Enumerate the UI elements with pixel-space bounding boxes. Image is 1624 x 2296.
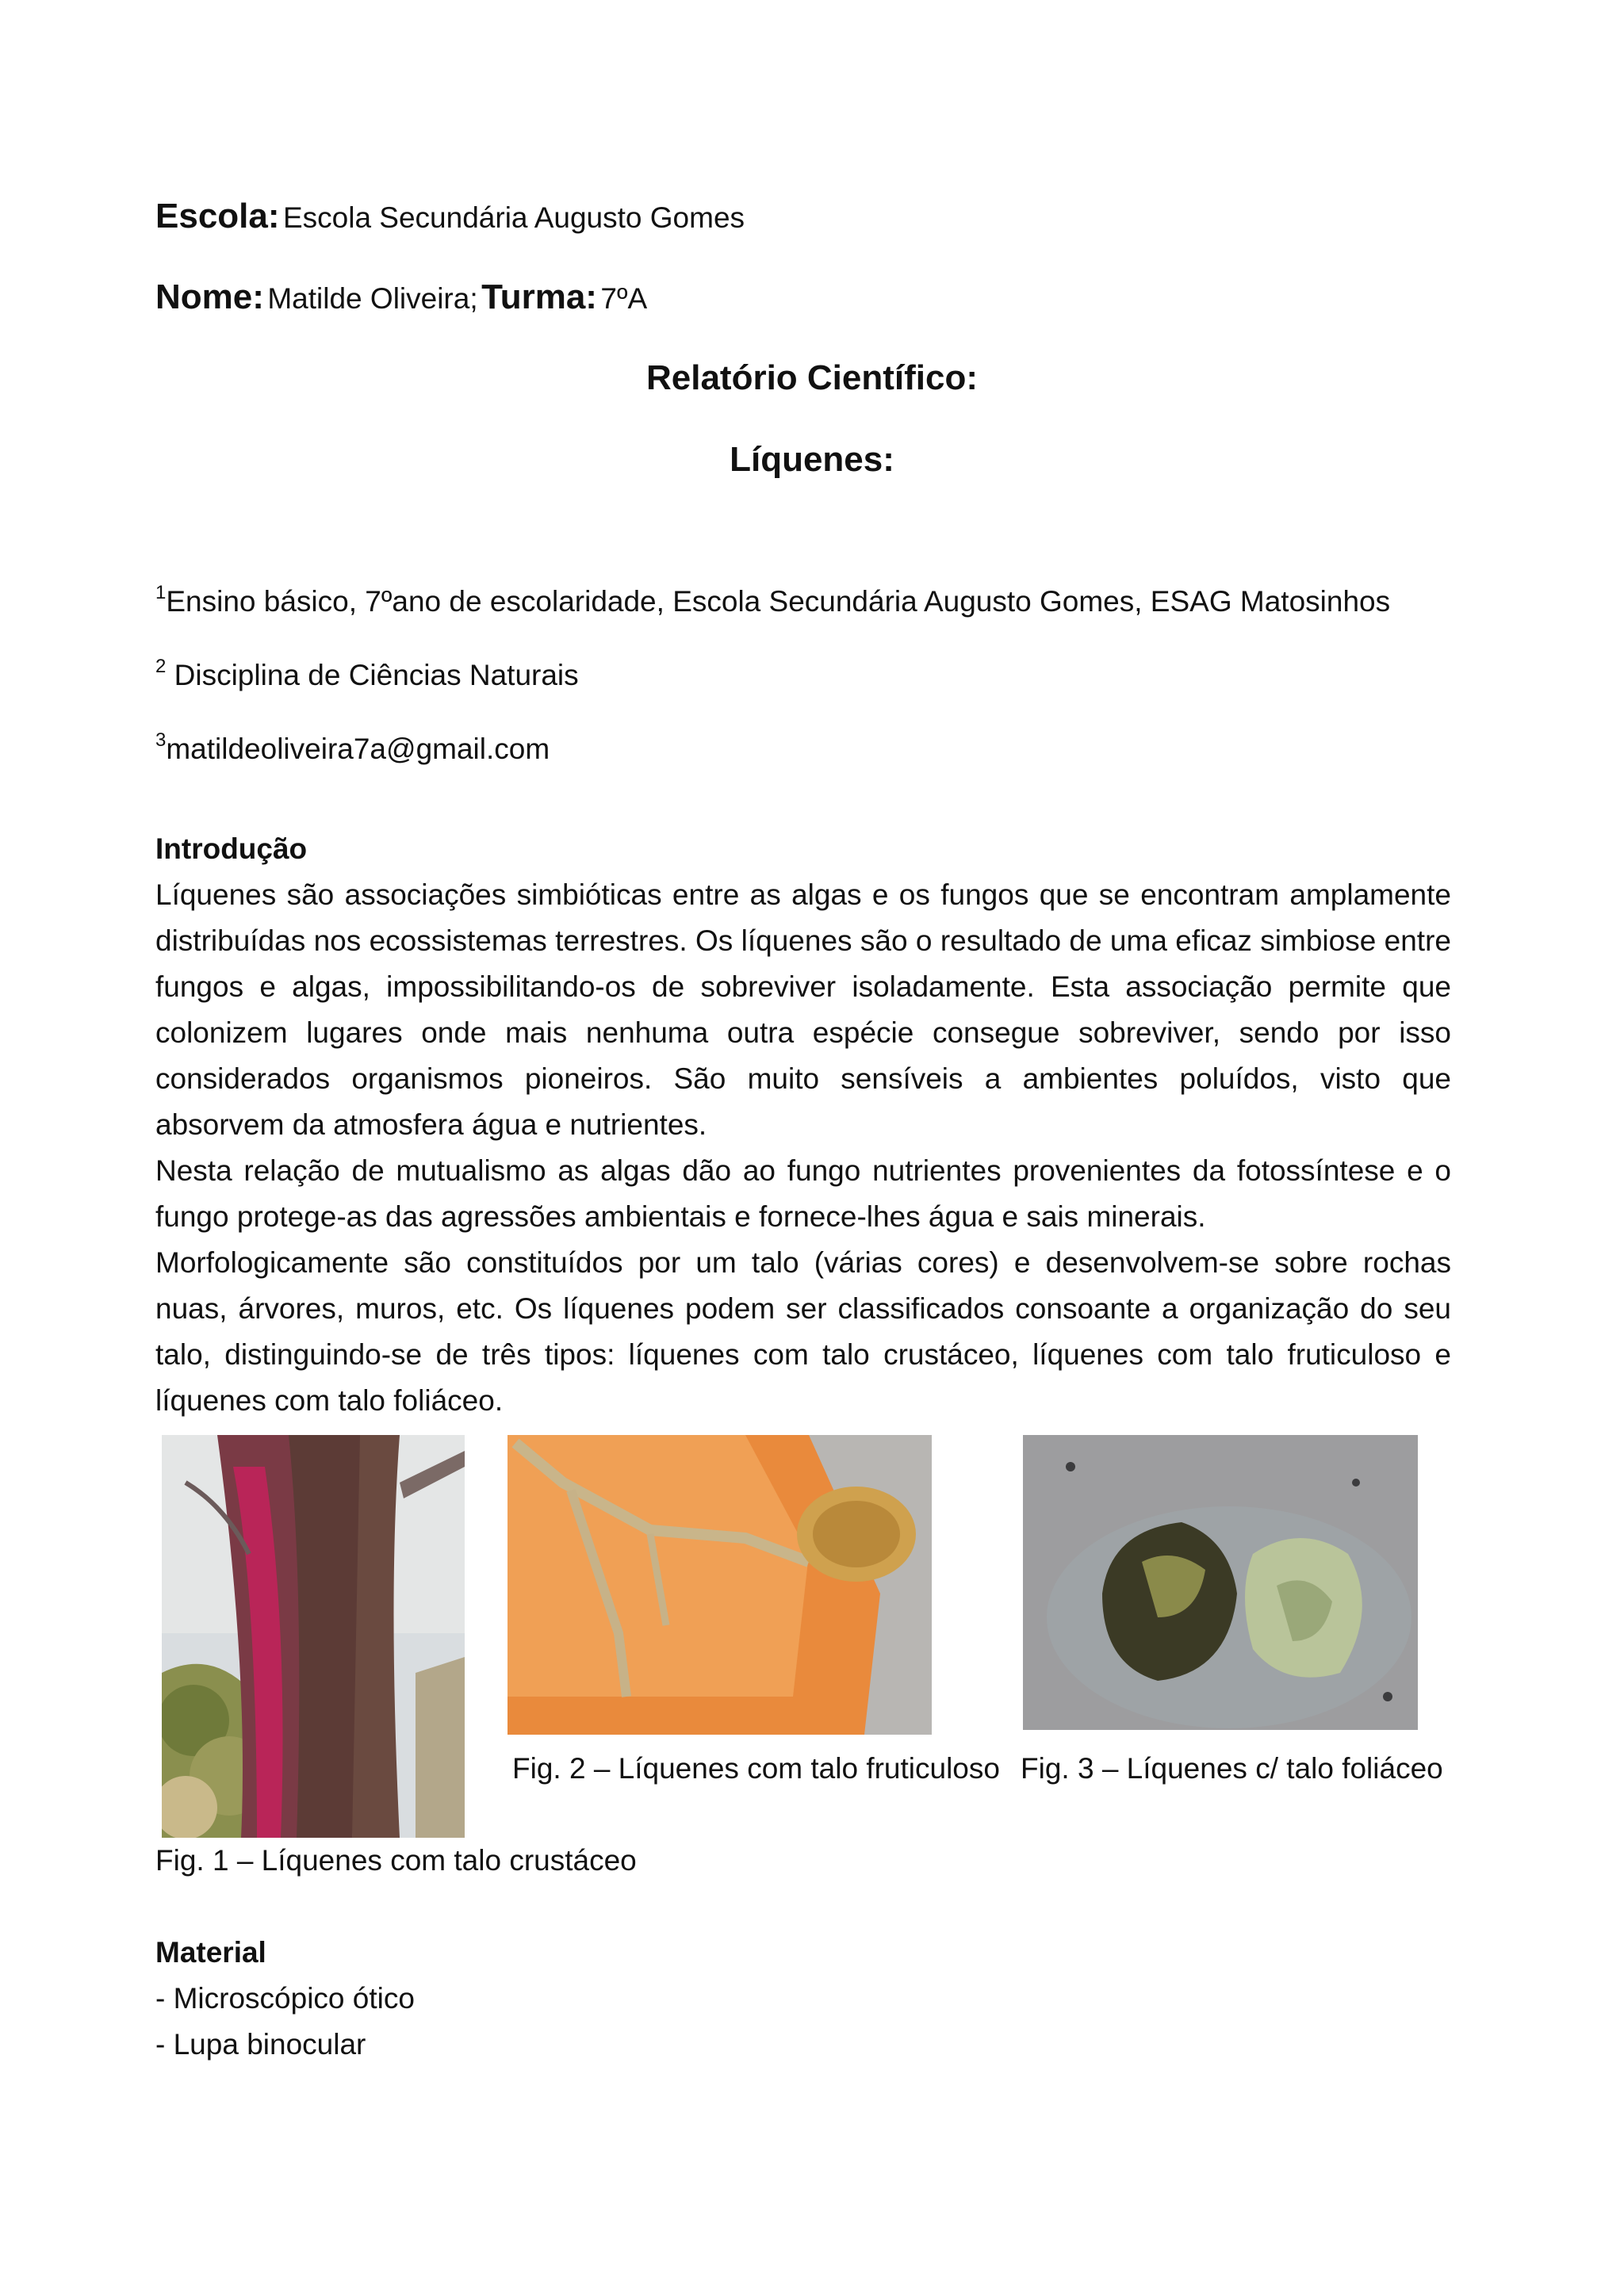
affiliation-2	[155, 656, 579, 692]
school-value: Escola Secundária Augusto Gomes	[282, 201, 745, 234]
report-title: Relatório Científico:	[645, 358, 979, 397]
material-item: - Lupa binocular	[155, 2028, 366, 2061]
figure-1-photo	[162, 1435, 465, 1838]
figure-2-photo	[508, 1435, 932, 1735]
figure-2-caption: Fig. 2 – Líquenes com talo fruticuloso	[512, 1752, 1000, 1785]
figure-3-photo	[1023, 1435, 1418, 1730]
school-line	[155, 197, 745, 236]
name-label: Nome:	[155, 277, 264, 316]
introduction-paragraph: Líquenes são associações simbióticas entre as algas e os fungos que se encontram amplamente distribuídas nos ecossistemas terrestres. Os líquenes são o resultado de uma eficaz simbiose entre fungos e algas, impossibilitando-os de sobreviver isoladamente. Esta associação permite que colonizem lugares onde mais nenhuma outra espécie consegue sobreviver, sendo por isso considerados organismos pioneiros. São muito sensíveis a ambientes poluídos, visto que absorvem da atmosfera água e nutrientes.	[155, 878, 1451, 1141]
introduction-paragraph: Morfologicamente são constituídos por um talo (várias cores) e desenvolvem-se sobre rochas nuas, árvores, muros, etc. Os líquenes podem ser classificados consoante a organização do seu talo, distinguindo-se de três tipos: líquenes com talo crustáceo, líquenes com talo fruticuloso e líquenes com talo foliáceo.	[155, 1246, 1451, 1417]
material-heading: Material	[155, 1936, 266, 1969]
class-label: Turma:	[481, 277, 597, 316]
introduction-body	[155, 872, 1451, 1424]
affiliation-3-email[interactable]: matildeoliveira7a@gmail.com	[166, 733, 550, 765]
report-subject-title: Líquenes:	[730, 440, 894, 479]
introduction-paragraph: Nesta relação de mutualismo as algas dão ao fungo nutrientes provenientes da fotossíntese e o fungo protege-as das agressões ambientais e fornece-lhes água e sais minerais.	[155, 1154, 1451, 1233]
affiliation-1	[155, 582, 1391, 618]
affiliation-2-number: 2	[155, 656, 167, 677]
introduction-heading: Introdução	[155, 832, 308, 865]
name-line	[155, 277, 647, 317]
figure-3-caption: Fig. 3 – Líquenes c/ talo foliáceo	[1021, 1752, 1443, 1785]
school-label: Escola:	[155, 197, 280, 235]
material-item: - Microscópico ótico	[155, 1982, 415, 2015]
name-value: Matilde Oliveira;	[267, 282, 478, 315]
affiliation-2-text: Disciplina de Ciências Naturais	[166, 659, 579, 691]
figure-1-caption: Fig. 1 – Líquenes com talo crustáceo	[155, 1844, 637, 1877]
class-value: 7ºA	[600, 282, 648, 315]
affiliation-1-text: Ensino básico, 7ºano de escolaridade, Escola Secundária Augusto Gomes, ESAG Matosinhos	[166, 585, 1391, 618]
affiliation-1-number: 1	[155, 582, 167, 603]
affiliation-3-number: 3	[155, 729, 167, 751]
affiliation-3	[155, 729, 550, 766]
